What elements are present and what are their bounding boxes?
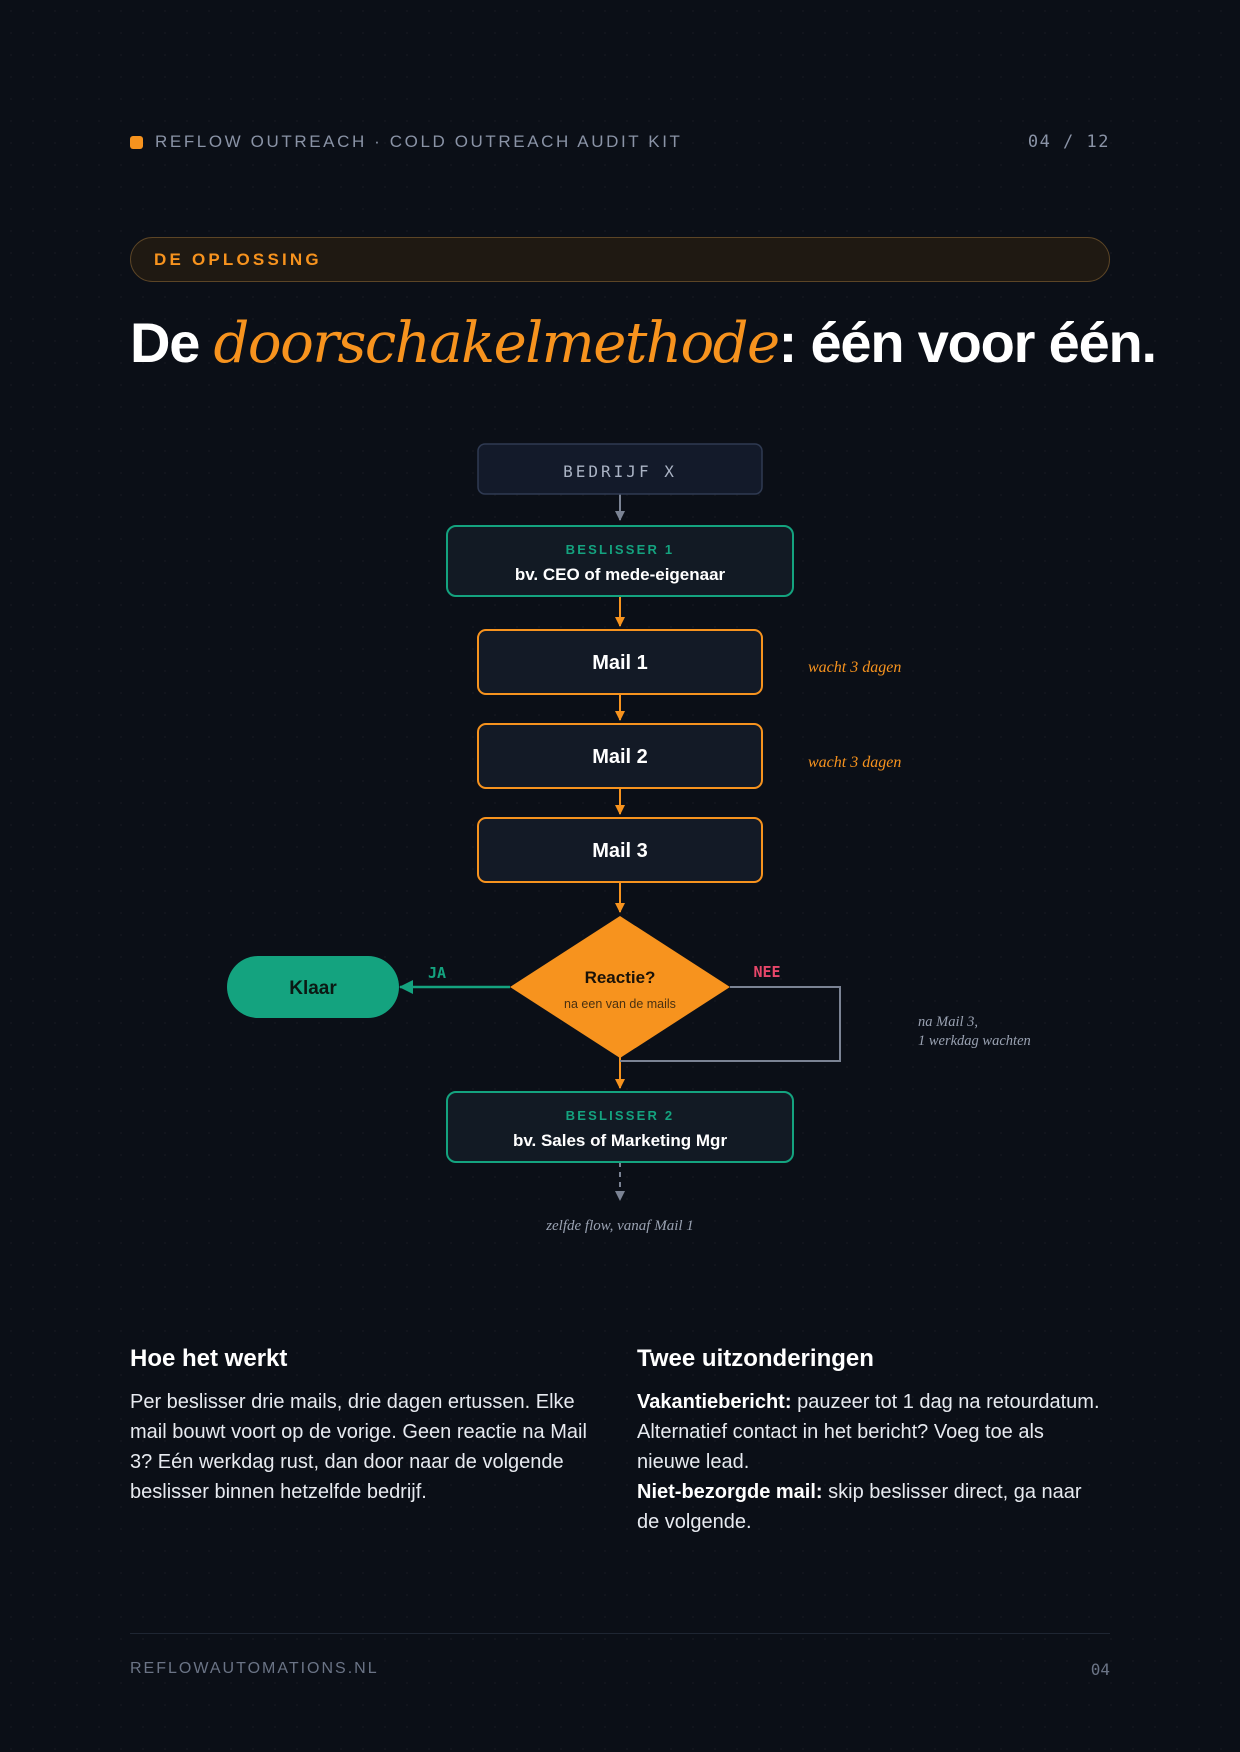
how-heading: Hoe het werkt: [130, 1345, 288, 1372]
wait1-note: wacht 3 dagen: [808, 659, 902, 676]
how-body: Per beslisser drie mails, drie dagen ertussen. Elke mail bouwt voort op de vorige. Geen reactie na Mail 3? Eén werkdag rust, dan door naar de volgende beslisser binnen hetzelfde bedrijf.: [130, 1391, 587, 1503]
title-suffix: : één voor één.: [778, 311, 1156, 374]
no-note-line2: 1 werkdag wachten: [918, 1033, 1031, 1049]
mail1-node: [478, 630, 762, 694]
exception-vacation: [637, 1387, 1107, 1477]
done-label: Klaar: [289, 978, 337, 999]
title-prefix: De: [130, 311, 214, 374]
footer-page-number: 04: [1090, 1660, 1110, 1679]
exceptions-heading: Twee uitzonderingen: [637, 1345, 874, 1372]
company-node: [478, 444, 762, 494]
mail1-label: Mail 1: [592, 652, 648, 674]
mail2-label: Mail 2: [592, 746, 648, 768]
wait2-note: wacht 3 dagen: [808, 754, 902, 771]
footer-site: REFLOWAUTOMATIONS.NL: [130, 1660, 379, 1677]
brand-text: REFLOW OUTREACH · COLD OUTREACH AUDIT KIT: [155, 132, 683, 151]
mail3-node: [478, 818, 762, 882]
decider1-label: BESLISSER 1: [565, 542, 675, 557]
no-note-line1: na Mail 3,: [918, 1014, 979, 1030]
decider2-text: bv. Sales of Marketing Mgr: [512, 1131, 728, 1150]
exceptions-column: [637, 1345, 1107, 1537]
decider2-label: BESLISSER 2: [565, 1108, 675, 1123]
decider1-text: bv. CEO of mede-eigenaar: [514, 565, 726, 584]
title-accent: doorschakelmethode: [213, 311, 779, 376]
page-footer: [130, 1660, 1110, 1679]
decider1-node: [447, 526, 793, 596]
decision-title: Reactie?: [584, 968, 656, 987]
how-it-works-column: [130, 1345, 600, 1507]
continue-note: zelfde flow, vanaf Mail 1: [546, 1218, 694, 1234]
exception-vacation-text: pauzeer tot 1 dag na retourdatum. Alternatief contact in het bericht? Voeg toe als nieuwe lead.: [637, 1391, 1100, 1473]
page-indicator: 04 / 12: [1027, 132, 1110, 152]
decision-node: [510, 916, 730, 1058]
decision-subtitle: na een van de mails: [564, 997, 676, 1011]
done-node: [227, 956, 399, 1018]
decider2-node: [447, 1092, 793, 1162]
yes-label: JA: [427, 964, 447, 982]
exception-vacation-label: Vakantiebericht:: [637, 1391, 792, 1413]
no-label: NEE: [753, 963, 781, 981]
section-label: DE OPLOSSING: [154, 249, 322, 269]
exception-bounce-text: skip beslisser direct, ga naar de volgende.: [637, 1481, 1082, 1533]
exception-bounce-label: Niet-bezorgde mail:: [637, 1481, 823, 1503]
mail3-label: Mail 3: [592, 840, 648, 862]
exception-bounce: [637, 1477, 1107, 1537]
mail2-node: [478, 724, 762, 788]
company-label: BEDRIJF X: [563, 462, 677, 481]
footer-divider: [130, 1633, 1110, 1634]
